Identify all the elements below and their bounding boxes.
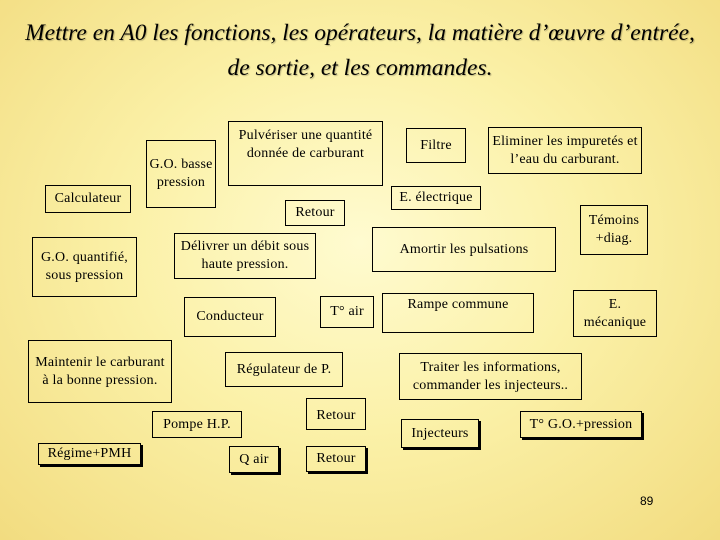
e-electrique-box: E. électrique [391, 186, 481, 210]
filtre-box: Filtre [406, 128, 466, 163]
pulveriser-box: Pulvériser une quantité donnée de carburant [228, 121, 383, 186]
go-basse-pression-box: G.O. basse pression [146, 140, 216, 208]
q-air-box: Q air [229, 446, 279, 473]
conducteur-box: Conducteur [184, 297, 276, 337]
regime-pmh-box: Régime+PMH [38, 443, 141, 465]
eliminer-box: Eliminer les impuretés et l’eau du carburant. [488, 127, 642, 174]
go-quantifie-box: G.O. quantifié, sous pression [32, 237, 137, 297]
traiter-box: Traiter les informations, commander les injecteurs.. [399, 353, 582, 400]
amortir-box: Amortir les pulsations [372, 227, 556, 272]
rampe-commune-box: Rampe commune [382, 293, 534, 333]
regulateur-box: Régulateur de P. [225, 352, 343, 387]
t-air-box: T° air [320, 296, 374, 328]
injecteurs-box: Injecteurs [401, 419, 479, 448]
delivrer-box: Délivrer un débit sous haute pression. [174, 233, 316, 279]
retour-box-2: Retour [306, 398, 366, 430]
pompe-hp-box: Pompe H.P. [152, 411, 242, 438]
temoins-box: Témoins +diag. [580, 205, 648, 255]
e-mecanique-box: E. mécanique [573, 290, 657, 337]
retour-box-1: Retour [285, 200, 345, 226]
retour-box-3: Retour [306, 446, 366, 472]
calculateur-box: Calculateur [45, 185, 131, 213]
slide-title: Mettre en A0 les fonctions, les opérateurs, la matière d’œuvre d’entrée, de sortie, et les commandes. [25, 20, 695, 81]
t-go-pression-box: T° G.O.+pression [520, 411, 642, 438]
page-number: 89 [640, 494, 654, 508]
maintenir-box: Maintenir le carburant à la bonne pression. [28, 340, 172, 403]
